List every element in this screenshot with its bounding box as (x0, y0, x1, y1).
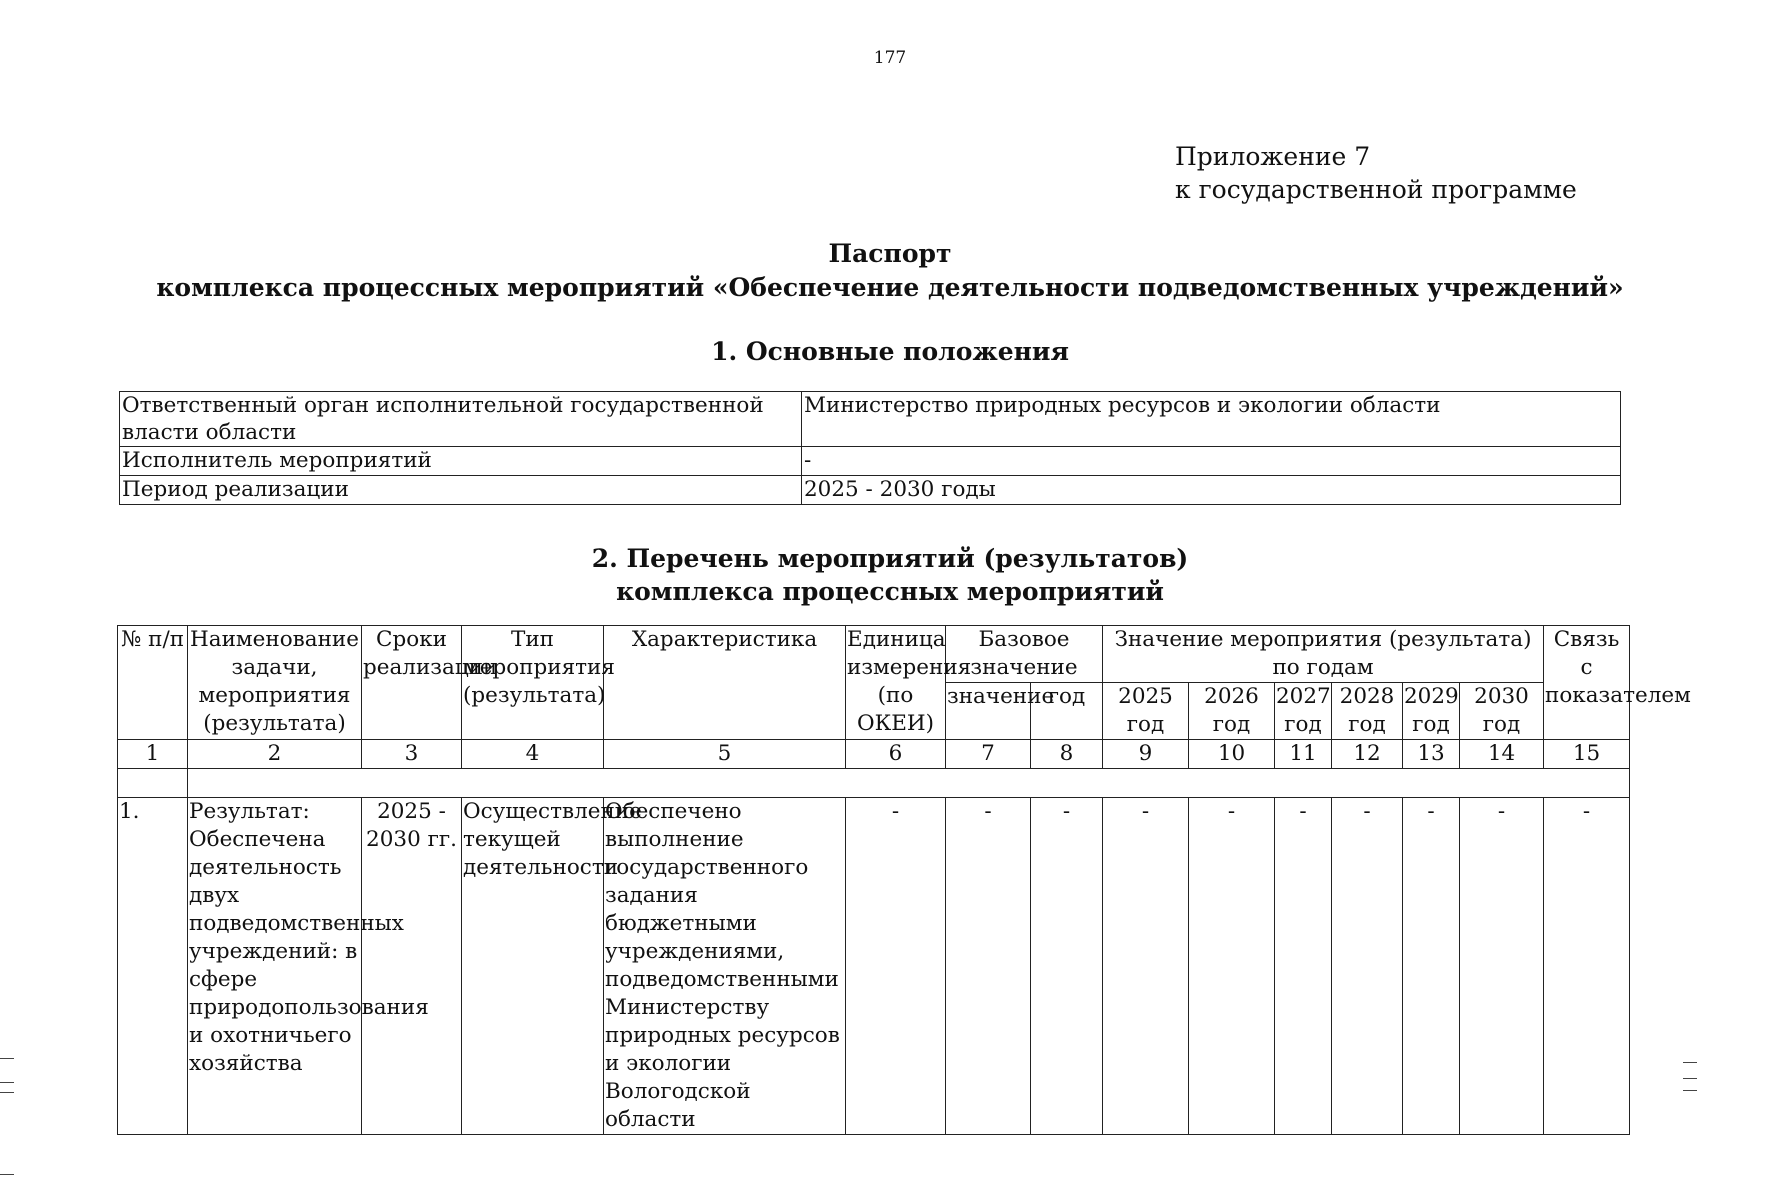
header-num: № п/п (118, 626, 188, 740)
basic-provisions-table (119, 391, 1621, 505)
annex-header (1175, 140, 1577, 206)
row-type: Осуществление текущей деятельности (462, 798, 604, 1135)
row-num: 1. (118, 798, 188, 1135)
row-value: - (846, 798, 946, 1135)
row-value: - (1275, 798, 1332, 1135)
row-value: 2025 - 2030 годы (802, 476, 1621, 505)
scan-edge-mark (0, 1092, 14, 1093)
row-value: - (802, 447, 1621, 476)
row-value: - (1103, 798, 1189, 1135)
column-number: 9 (1103, 740, 1189, 769)
row-name: Результат: Обеспечена деятельность двух подведомственных учреждений: в сфере природопользования и охотничьего хозяйства (188, 798, 362, 1135)
section-1-heading: 1. Основные положения (711, 337, 1069, 366)
column-number: 2 (188, 740, 362, 769)
scan-edge-mark (1683, 1090, 1697, 1091)
row-value: - (1332, 798, 1403, 1135)
scan-edge-mark (0, 1058, 14, 1059)
section-2-heading: 2. Перечень мероприятий (результатов) (591, 544, 1189, 573)
column-number: 10 (1189, 740, 1275, 769)
row-value: - (1189, 798, 1275, 1135)
document-subtitle: комплекса процессных мероприятий «Обеспечение деятельности подведомственных учреждений» (156, 273, 1624, 302)
row-value: Министерство природных ресурсов и экологии области (802, 392, 1621, 447)
header-year-2026: 2026 год (1189, 683, 1275, 740)
annex-line-1: Приложение 7 (1175, 142, 1371, 171)
row-value: - (1544, 798, 1630, 1135)
header-row (118, 626, 1630, 683)
header-link: Связь с показателем (1544, 626, 1630, 740)
column-number: 12 (1332, 740, 1403, 769)
row-characteristic: Обеспечено выполнение государственного задания бюджетными учреждениями, подведомственными Министерству природных ресурсов и экологии Вологодской области (604, 798, 846, 1135)
scan-edge-mark (0, 1174, 14, 1175)
scan-edge-mark (1683, 1078, 1697, 1079)
header-year-2025: 2025 год (1103, 683, 1189, 740)
document-title: Паспорт (828, 239, 952, 268)
column-number: 1 (118, 740, 188, 769)
header-year-2027: 2027 год (1275, 683, 1332, 740)
column-number: 11 (1275, 740, 1332, 769)
column-number: 13 (1403, 740, 1460, 769)
column-number: 6 (846, 740, 946, 769)
header-base-year: год (1031, 683, 1103, 740)
row-label: Ответственный орган исполнительной государственной власти области (120, 392, 802, 447)
page-number: 177 (873, 48, 907, 68)
scan-edge-mark (1683, 1062, 1697, 1063)
header-year-2030: 2030 год (1460, 683, 1544, 740)
row-label: Исполнитель мероприятий (120, 447, 802, 476)
column-number: 15 (1544, 740, 1630, 769)
header-base: Базовое значение (946, 626, 1103, 683)
empty-cell (118, 769, 188, 798)
activities-table (117, 625, 1691, 1135)
header-year-2029: 2029 год (1403, 683, 1460, 740)
row-value: - (1031, 798, 1103, 1135)
header-name: Наименование задачи, мероприятия (результата) (188, 626, 362, 740)
column-number: 7 (946, 740, 1031, 769)
header-terms: Сроки реализации (362, 626, 462, 740)
header-type: Тип мероприятия (результата) (462, 626, 604, 740)
column-number: 3 (362, 740, 462, 769)
header-unit: Единица измерения (по ОКЕИ) (846, 626, 946, 740)
section-2-subheading: комплекса процессных мероприятий (616, 577, 1164, 606)
row-value: - (946, 798, 1031, 1135)
row-label: Период реализации (120, 476, 802, 505)
column-number: 4 (462, 740, 604, 769)
column-number: 5 (604, 740, 846, 769)
empty-cell (188, 769, 1630, 798)
row-value: - (1460, 798, 1544, 1135)
empty-row (118, 769, 1630, 798)
header-years-group: Значение мероприятия (результата) по годам (1103, 626, 1544, 683)
table-row (120, 392, 1621, 447)
table-row (120, 476, 1621, 505)
annex-line-2: к государственной программе (1175, 175, 1577, 204)
row-value: - (1403, 798, 1460, 1135)
column-number: 8 (1031, 740, 1103, 769)
row-terms: 2025 - 2030 гг. (362, 798, 462, 1135)
header-base-value: значение (946, 683, 1031, 740)
column-number: 14 (1460, 740, 1544, 769)
header-year-2028: 2028 год (1332, 683, 1403, 740)
table-row (118, 798, 1630, 1135)
header-characteristic: Характеристика (604, 626, 846, 740)
column-number-row (118, 740, 1630, 769)
table-row (120, 447, 1621, 476)
scan-edge-mark (0, 1082, 14, 1083)
